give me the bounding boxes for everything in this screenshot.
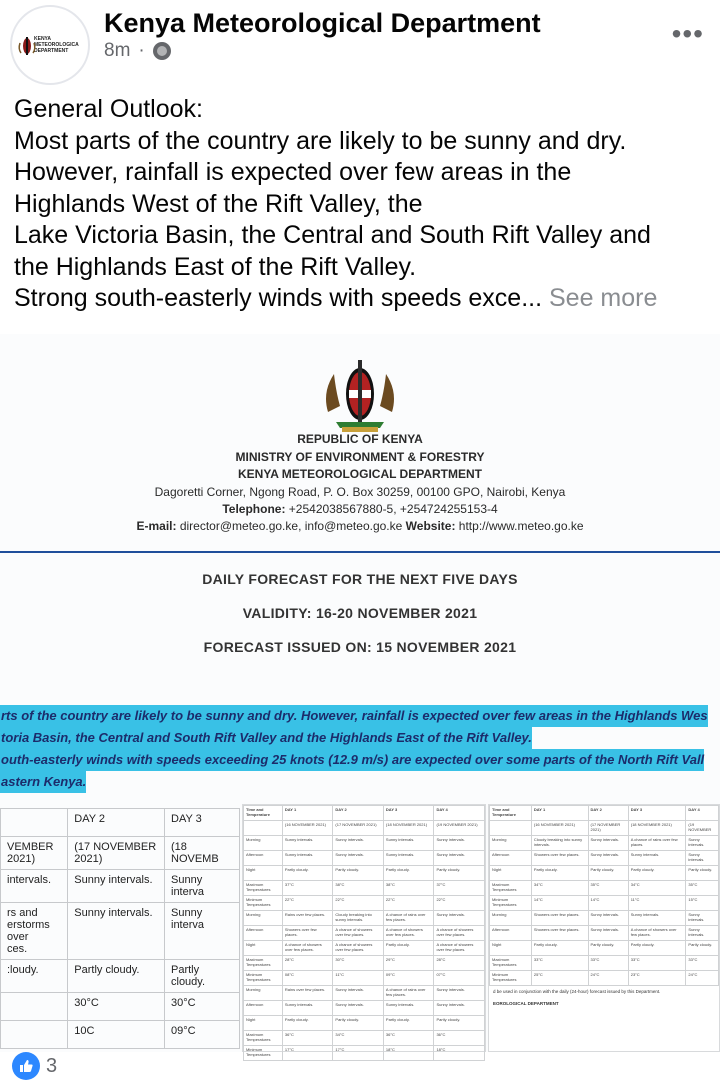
table-cell: Sunny intervals. [434, 851, 485, 866]
table-cell: Afternoon [244, 851, 283, 866]
table-cell: DAY 3 [165, 809, 240, 837]
table-cell: Partly cloudy. [434, 1016, 485, 1031]
table-cell: 09°C [165, 1021, 240, 1049]
table-cell [1, 993, 68, 1021]
coat-of-arms-icon [320, 352, 400, 434]
table-cell: A chance of rains over few places. [383, 986, 434, 1001]
table-row [490, 851, 719, 866]
table-row [490, 941, 719, 956]
table-cell: 30°C [68, 993, 165, 1021]
table-cell: VEMBER 2021) [1, 837, 68, 870]
table-cell: 22°C [383, 896, 434, 911]
forecast-table [0, 808, 240, 1049]
post-time[interactable]: 8m [104, 40, 131, 61]
table-cell: Sunny intervals. [434, 1001, 485, 1016]
table-cell: Cloudy breaking into sunny intervals. [531, 836, 588, 851]
table-cell: (18 NOVEMB [165, 837, 240, 870]
doc-address: Dagoretti Corner, Ngong Road, P. O. Box 30259, 00100 GPO, Nairobi, Kenya [154, 485, 566, 499]
table-row [490, 956, 719, 971]
table-cell: 38°C [333, 881, 384, 896]
table-row [490, 866, 719, 881]
mini-footer-note: d be used in conjunction with the daily (24-hour) forecast issued by this Department. [493, 989, 661, 994]
table-cell: DAY 4 [686, 806, 719, 821]
table-cell: A chance of rains over few places. [628, 836, 686, 851]
table-cell: Maximum Temperatures [244, 956, 283, 971]
table-row [1, 809, 240, 837]
table-cell: 23°C [628, 971, 686, 986]
table-cell: 15°C [686, 896, 719, 911]
table-cell: Sunny interva [165, 903, 240, 960]
table-row [490, 836, 719, 851]
table-cell: Sunny intervals. [628, 851, 686, 866]
table-cell: A chance of showers over few places. [333, 941, 384, 956]
table-cell: Partly cloudy. [383, 866, 434, 881]
table-cell: 18°C [434, 1046, 485, 1061]
doc-telephone: +2542038567880-5, +254724255153-4 [288, 502, 498, 516]
table-cell: Partly cloudy. [531, 941, 588, 956]
table-cell: Partly cloudy. [588, 941, 628, 956]
table-row [244, 896, 485, 911]
doc-header-line: KENYA METEOROLOGICAL DEPARTMENT [237, 467, 482, 481]
table-cell: (17 NOVEMBER 2021) [333, 821, 384, 836]
table-row [1, 993, 240, 1021]
table-cell: Partly cloudy. [628, 941, 686, 956]
table-cell: 38°C [383, 881, 434, 896]
table-row [244, 1016, 485, 1031]
table-cell: 17°C [333, 1046, 384, 1061]
table-cell: Partly cloudy. [282, 1016, 333, 1031]
table-cell: Sunny intervals. [588, 851, 628, 866]
doc-telephone-label: Telephone: [222, 502, 286, 516]
table-cell: 33°C [628, 956, 686, 971]
table-cell: 11°C [628, 896, 686, 911]
table-cell: 36°C [383, 1031, 434, 1046]
table-row [244, 836, 485, 851]
doc-email: director@meteo.go.ke, info@meteo.go.ke [179, 519, 403, 533]
outlook-highlight-line: toria Basin, the Central and South Rift Valley and the Highlands East of the Rift Valley. [0, 727, 532, 749]
table-cell: Showers over few places. [282, 926, 333, 941]
table-cell: 28°C [282, 956, 333, 971]
table-cell: Sunny intervals. [282, 1001, 333, 1016]
table-cell: 18°C [383, 1046, 434, 1061]
table-cell: Sunny intervals. [628, 911, 686, 926]
table-cell: Showers over few places. [531, 851, 588, 866]
doc-header-line: MINISTRY OF ENVIRONMENT & FORESTRY [235, 450, 485, 464]
avatar-text [34, 36, 79, 54]
table-cell: intervals. [1, 870, 68, 903]
table-cell: Sunny intervals. [383, 836, 434, 851]
table-cell [244, 821, 283, 836]
table-cell: 24°C [588, 971, 628, 986]
table-cell: A chance of showers over few places. [333, 926, 384, 941]
thumbs-up-icon [18, 1058, 34, 1074]
table-cell: Partly cloudy. [333, 866, 384, 881]
table-cell: Afternoon [244, 926, 283, 941]
table-cell: Minimum Temperatures [244, 896, 283, 911]
more-options-button[interactable]: ••• [671, 18, 704, 49]
table-cell [490, 821, 532, 836]
table-cell: Morning [244, 836, 283, 851]
table-cell: 14°C [588, 896, 628, 911]
table-cell: Maximum Temperatures [244, 1031, 283, 1046]
table-cell: (16 NOVEMBER 2021) [531, 821, 588, 836]
table-row [490, 896, 719, 911]
table-cell: Partly cloudy. [434, 866, 485, 881]
table-cell: Rains over few places. [282, 986, 333, 1001]
table-cell: 34°C [531, 881, 588, 896]
post-text [14, 94, 714, 315]
table-cell: 22°C [282, 896, 333, 911]
table-row [1, 1021, 240, 1049]
table-row [244, 941, 485, 956]
table-cell: 14°C [531, 896, 588, 911]
post-text-line: However, rainfall is expected over few areas in the [14, 158, 572, 186]
table-row [244, 986, 485, 1001]
table-cell: Morning [490, 911, 532, 926]
table-cell: Night [244, 1016, 283, 1031]
table-cell: 36°C [434, 1031, 485, 1046]
table-cell: (18 NOVEMBER 2021) [628, 821, 686, 836]
table-cell: 11°C [333, 971, 384, 986]
table-row [1, 870, 240, 903]
table-cell: Partly cloudy. [531, 866, 588, 881]
table-cell: Sunny intervals. [686, 926, 719, 941]
table-row [490, 881, 719, 896]
post-text-line: Lake Victoria Basin, the Central and South Rift Valley and [14, 221, 651, 249]
table-cell: Maximum Temperatures [490, 956, 532, 971]
see-more-link[interactable]: See more [549, 284, 658, 312]
table-cell: 34°C [628, 881, 686, 896]
table-cell: Afternoon [244, 1001, 283, 1016]
table-cell: 35°C [686, 881, 719, 896]
table-cell: (16 NOVEMBER 2021) [282, 821, 333, 836]
table-cell: Sunny intervals. [686, 836, 719, 851]
table-cell: Sunny interva [165, 870, 240, 903]
outlook-highlight-line: astern Kenya. [0, 771, 86, 793]
reaction-count: 3 [46, 1054, 58, 1077]
table-cell: DAY 3 [383, 806, 434, 821]
table-row [490, 821, 719, 836]
table-cell: 22°C [333, 896, 384, 911]
forecast-table-crop [0, 808, 240, 1086]
table-cell: Partly cloudy. [68, 960, 165, 993]
table-cell: Cloudy breaking into sunny intervals. [333, 911, 384, 926]
table-cell: Sunny intervals. [333, 851, 384, 866]
mini-forecast-table [243, 805, 485, 1061]
forecast-title: DAILY FORECAST FOR THE NEXT FIVE DAYS [202, 571, 518, 587]
table-cell: Morning [244, 911, 283, 926]
table-cell: (17 NOVEMBER 2021) [68, 837, 165, 870]
table-cell: 33°C [588, 956, 628, 971]
table-cell: Sunny intervals. [434, 911, 485, 926]
table-cell: 35°C [588, 881, 628, 896]
table-cell: rs and erstorms over ces. [1, 903, 68, 960]
table-cell: (19 NOVEMBER [686, 821, 719, 836]
table-row [490, 926, 719, 941]
page-name-link[interactable]: Kenya Meteorological Department [104, 8, 541, 38]
table-row [244, 926, 485, 941]
table-row [1, 837, 240, 870]
mini-forecast-table [489, 805, 719, 986]
table-cell: Partly cloudy. [165, 960, 240, 993]
table-cell: Maximum Temperatures [490, 881, 532, 896]
table-cell: Partly cloudy. [383, 1016, 434, 1031]
table-cell: 28°C [434, 956, 485, 971]
table-cell: Partly cloudy. [383, 941, 434, 956]
table-cell: Minimum Temperatures [244, 1046, 283, 1061]
table-cell: (18 NOVEMBER 2021) [383, 821, 434, 836]
table-row [490, 971, 719, 986]
doc-header-line: REPUBLIC OF KENYA [297, 432, 423, 446]
table-cell: Showers over few places. [531, 911, 588, 926]
table-cell: DAY 2 [68, 809, 165, 837]
table-row [244, 971, 485, 986]
post-text-line [14, 283, 714, 315]
table-cell: DAY 3 [628, 806, 686, 821]
table-row [244, 1001, 485, 1016]
doc-contact-line [0, 519, 720, 533]
table-cell: Rains over few places. [282, 911, 333, 926]
table-cell: A chance of showers over few places. [434, 941, 485, 956]
table-cell: Partly cloudy. [333, 1016, 384, 1031]
table-cell: 30°C [333, 956, 384, 971]
table-cell: Afternoon [490, 851, 532, 866]
table-cell: DAY 1 [282, 806, 333, 821]
table-cell: DAY 2 [588, 806, 628, 821]
table-cell: Night [490, 941, 532, 956]
forecast-page-thumbnail-right[interactable] [488, 804, 720, 1052]
table-cell: DAY 4 [434, 806, 485, 821]
table-cell: 37°C [282, 881, 333, 896]
table-cell: A chance of showers over few places. [282, 941, 333, 956]
table-cell: Partly cloudy. [588, 866, 628, 881]
table-cell: A chance of showers over few places. [434, 926, 485, 941]
avatar-text-line: KENYA [34, 36, 52, 42]
table-cell: Sunny intervals. [434, 986, 485, 1001]
table-cell: 07°C [434, 971, 485, 986]
table-cell: Night [244, 941, 283, 956]
table-cell: Sunny intervals. [282, 836, 333, 851]
table-cell: Sunny intervals. [686, 851, 719, 866]
table-cell: Minimum Temperatures [490, 896, 532, 911]
table-cell: 34°C [333, 1031, 384, 1046]
doc-email-label: E-mail: [136, 519, 177, 533]
mini-footer-dept: EOROLOGICAL DEPARTMENT [493, 1001, 559, 1006]
table-cell: Night [490, 866, 532, 881]
table-cell: Sunny intervals. [383, 851, 434, 866]
table-cell: Sunny intervals. [686, 911, 719, 926]
post-image-forecast[interactable] [0, 334, 720, 1057]
avatar-text-line: DEPARTMENT [34, 48, 69, 54]
post-text-line: Most parts of the country are likely to be sunny and dry. [14, 126, 627, 155]
table-row [244, 1031, 485, 1046]
table-row [244, 881, 485, 896]
reactions-bar[interactable] [12, 1052, 57, 1080]
post-text-line: Highlands West of the Rift Valley, the [14, 189, 423, 218]
forecast-issued: FORECAST ISSUED ON: 15 NOVEMBER 2021 [203, 639, 517, 655]
post-text-truncated: Strong south-easterly winds with speeds exce... [14, 284, 543, 312]
doc-divider [0, 551, 720, 553]
table-cell: Partly cloudy. [282, 866, 333, 881]
table-cell: Partly cloudy. [686, 866, 719, 881]
table-cell: A chance of rains over few places. [383, 911, 434, 926]
table-cell: Sunny intervals. [434, 836, 485, 851]
outlook-highlight-line: rts of the country are likely to be sunny and dry. However, rainfall is expected over few areas in the Highlands Wes [0, 705, 708, 727]
table-cell: A chance of showers over few places. [383, 926, 434, 941]
table-row [244, 866, 485, 881]
table-cell: Sunny intervals. [588, 911, 628, 926]
table-cell: 10C [68, 1021, 165, 1049]
table-cell: Minimum Temperatures [244, 971, 283, 986]
table-row [244, 806, 485, 821]
doc-website: http://www.meteo.go.ke [458, 519, 584, 533]
table-cell: A chance of showers over few places. [628, 926, 686, 941]
table-row [244, 821, 485, 836]
like-icon [12, 1052, 40, 1080]
table-cell: Time and Temperature [244, 806, 283, 821]
table-cell: Morning [244, 986, 283, 1001]
table-cell: Afternoon [490, 926, 532, 941]
table-cell: 33°C [531, 956, 588, 971]
forecast-validity: VALIDITY: 16-20 NOVEMBER 2021 [242, 605, 478, 621]
table-cell [1, 1021, 68, 1049]
table-cell: 09°C [383, 971, 434, 986]
table-row [244, 1046, 485, 1061]
doc-website-label: Website: [405, 519, 456, 533]
globe-icon [153, 42, 171, 60]
page-avatar[interactable] [10, 5, 90, 85]
table-cell: Morning [490, 836, 532, 851]
outlook-highlight-line: outh-easterly winds with speeds exceeding 25 knots (12.9 m/s) are expected over some parts of the North Rift Vall [0, 749, 704, 771]
table-cell: DAY 1 [531, 806, 588, 821]
table-row [244, 956, 485, 971]
table-cell: Showers over few places. [531, 926, 588, 941]
table-cell: Sunny intervals. [333, 986, 384, 1001]
post-header [0, 0, 720, 90]
table-cell: 37°C [434, 881, 485, 896]
table-cell: Sunny intervals. [588, 836, 628, 851]
post-meta [104, 40, 171, 62]
forecast-page-thumbnail-middle[interactable] [242, 804, 486, 1057]
table-cell: Time and Temperature [490, 806, 532, 821]
table-cell: Sunny intervals. [282, 851, 333, 866]
table-row [490, 806, 719, 821]
table-cell: 24°C [686, 971, 719, 986]
meta-separator: · [138, 40, 145, 61]
table-cell: 22°C [434, 896, 485, 911]
table-cell: :loudy. [1, 960, 68, 993]
table-cell: 36°C [282, 1031, 333, 1046]
table-cell: (17 NOVEMBER 2021) [588, 821, 628, 836]
table-cell: (19 NOVEMBER 2021) [434, 821, 485, 836]
table-cell: 08°C [282, 971, 333, 986]
table-cell: DAY 2 [333, 806, 384, 821]
table-cell: Sunny intervals. [588, 926, 628, 941]
table-cell: Night [244, 866, 283, 881]
table-cell: 17°C [282, 1046, 333, 1061]
table-cell: Sunny intervals. [68, 870, 165, 903]
table-cell: 33°C [686, 956, 719, 971]
table-cell: Partly cloudy. [628, 866, 686, 881]
table-cell: 29°C [383, 956, 434, 971]
table-cell: 30°C [165, 993, 240, 1021]
table-cell: Minimum Temperatures [490, 971, 532, 986]
table-cell: Sunny intervals. [383, 1001, 434, 1016]
table-cell: Sunny intervals. [333, 1001, 384, 1016]
table-cell: Sunny intervals. [333, 836, 384, 851]
doc-telephone-line [0, 502, 720, 516]
table-row [244, 851, 485, 866]
avatar-text-line: METEOROLOGICA [34, 42, 79, 48]
table-row [1, 903, 240, 960]
post-text-line: the Highlands East of the Rift Valley. [14, 252, 417, 281]
coat-of-arms-icon [18, 35, 36, 57]
table-cell: Sunny intervals. [68, 903, 165, 960]
table-cell: Partly cloudy. [686, 941, 719, 956]
table-cell: 25°C [531, 971, 588, 986]
table-row [244, 911, 485, 926]
table-cell [1, 809, 68, 837]
post-text-line: General Outlook: [14, 95, 203, 123]
table-row [1, 960, 240, 993]
table-row [490, 911, 719, 926]
table-cell: Maximum Temperatures [244, 881, 283, 896]
